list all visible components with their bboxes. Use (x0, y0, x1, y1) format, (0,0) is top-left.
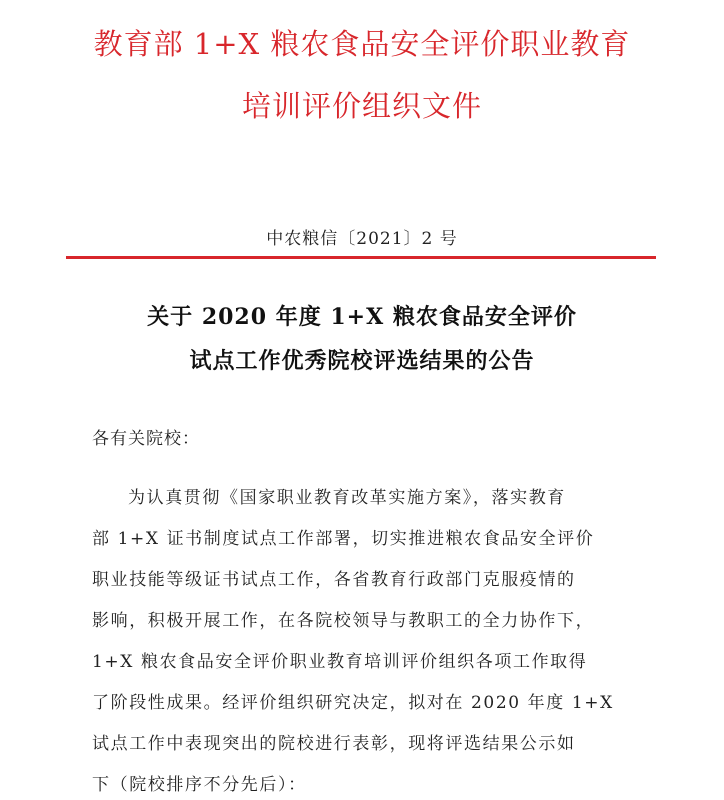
announcement-title-line-2: 试点工作优秀院校评选结果的公告 (189, 348, 535, 374)
issuer-header-line-2: 培训评价组织文件 (241, 89, 482, 123)
announcement-title-line-1: 关于 2020 年度 1+X 粮农食品安全评价 (147, 304, 577, 330)
body-line: 影响，积极开展工作，在各院校领导与教职工的全力协作下， (92, 611, 595, 631)
body-line: 1+X 粮农食品安全评价职业教育培训评价组织各项工作取得 (92, 652, 588, 672)
body-line: 职业技能等级证书试点工作，各省教育行政部门克服疫情的 (92, 570, 576, 590)
body-line: 了阶段性成果。经评价组织研究决定，拟对在 2020 年度 1+X (92, 693, 614, 713)
body-line: 为认真贯彻《国家职业教育改革实施方案》，落实教育 (128, 488, 566, 508)
document-number: 中农粮信〔2021〕2 号 (266, 229, 458, 249)
red-divider-line (66, 256, 656, 259)
body-line: 部 1+X 证书制度试点工作部署，切实推进粮农食品安全评价 (92, 529, 595, 549)
salutation: 各有关院校： (92, 429, 200, 449)
body-line: 下（院校排序不分先后）： (92, 775, 307, 795)
body-line: 试点工作中表现突出的院校进行表彰，现将评选结果公示如 (92, 734, 576, 754)
issuer-header-line-1: 教育部 1+X 粮农食品安全评价职业教育 (93, 27, 631, 61)
